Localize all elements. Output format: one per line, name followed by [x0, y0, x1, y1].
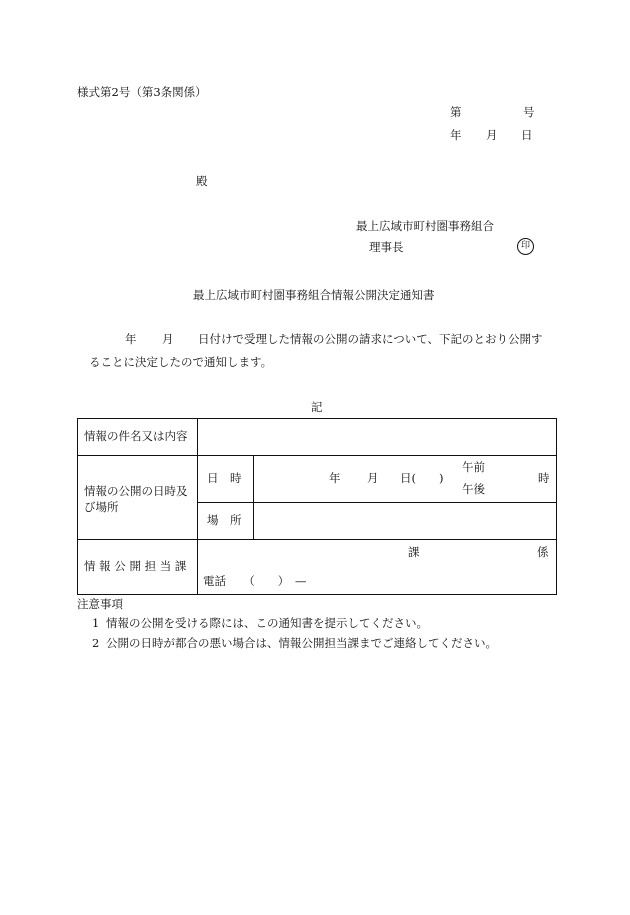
notes-heading: 注意事項 — [77, 597, 123, 611]
datetime-pm: 午後 — [462, 482, 485, 496]
label-place-cell — [198, 503, 254, 540]
issuer-title: 理事長 — [369, 240, 404, 254]
note-text: 公開の日時が都合の悪い場合は、情報公開担当課までご連絡してください。 — [106, 636, 497, 650]
label-subject: 情報の件名又は内容 — [84, 429, 188, 443]
table-row-datetime — [78, 456, 557, 503]
label-datetime-place-line1: 情報の公開の日時及 — [84, 483, 188, 498]
datetime-value-field[interactable] — [254, 456, 557, 503]
label-department-cell — [78, 540, 198, 595]
subject-value-field[interactable] — [198, 419, 557, 456]
datetime-day-weekday: 日( ) — [400, 471, 444, 485]
label-datetime-place-line2: び場所 — [84, 499, 119, 514]
issuer-organization: 最上広域市町村圏事務組合 — [356, 219, 494, 233]
label-department: 情 報 公 開 担 当 課 — [84, 559, 187, 573]
date-year: 年 — [450, 128, 462, 142]
department-value-field[interactable] — [198, 540, 557, 595]
datetime-year: 年 — [329, 471, 341, 485]
official-seal-mark: 印 — [517, 238, 534, 255]
document-number-suffix: 号 — [523, 105, 535, 119]
label-place: 場 所 — [207, 513, 242, 527]
department-subsection: 係 — [537, 545, 549, 559]
date-month: 月 — [486, 128, 498, 142]
addressee-honorific: 殿 — [196, 174, 208, 188]
datetime-hour: 時 — [538, 471, 550, 485]
note-number: 2 — [92, 636, 100, 650]
form-number: 様式第2号（第3条関係） — [77, 85, 207, 99]
note-number: 1 — [92, 616, 100, 630]
date-day: 日 — [521, 128, 533, 142]
document-number-prefix: 第 — [450, 105, 462, 119]
table-row-department — [78, 540, 557, 595]
body-text-line1: 日付けで受理した情報の公開の請求について、下記のとおり公開す — [198, 332, 543, 346]
datetime-month: 月 — [367, 471, 379, 485]
note-text: 情報の公開を受ける際には、この通知書を提示してください。 — [106, 616, 428, 630]
label-datetime-place-cell — [78, 456, 198, 540]
table-row-subject — [78, 419, 557, 456]
department-section: 課 — [408, 545, 420, 559]
label-datetime-cell — [198, 456, 254, 503]
department-phone: 電話 （ ） — — [203, 574, 307, 588]
datetime-am: 午前 — [462, 460, 485, 474]
ki-heading: 記 — [311, 400, 323, 414]
document-title: 最上広域市町村圏事務組合情報公開決定通知書 — [193, 288, 435, 302]
notice-form-table — [77, 418, 557, 595]
body-year: 年 — [125, 332, 137, 346]
place-value-field[interactable] — [254, 503, 557, 540]
body-text-line2: ることに決定したので通知します。 — [89, 355, 273, 369]
label-subject-cell — [78, 419, 198, 456]
body-month: 月 — [162, 332, 174, 346]
label-datetime: 日 時 — [207, 471, 242, 485]
